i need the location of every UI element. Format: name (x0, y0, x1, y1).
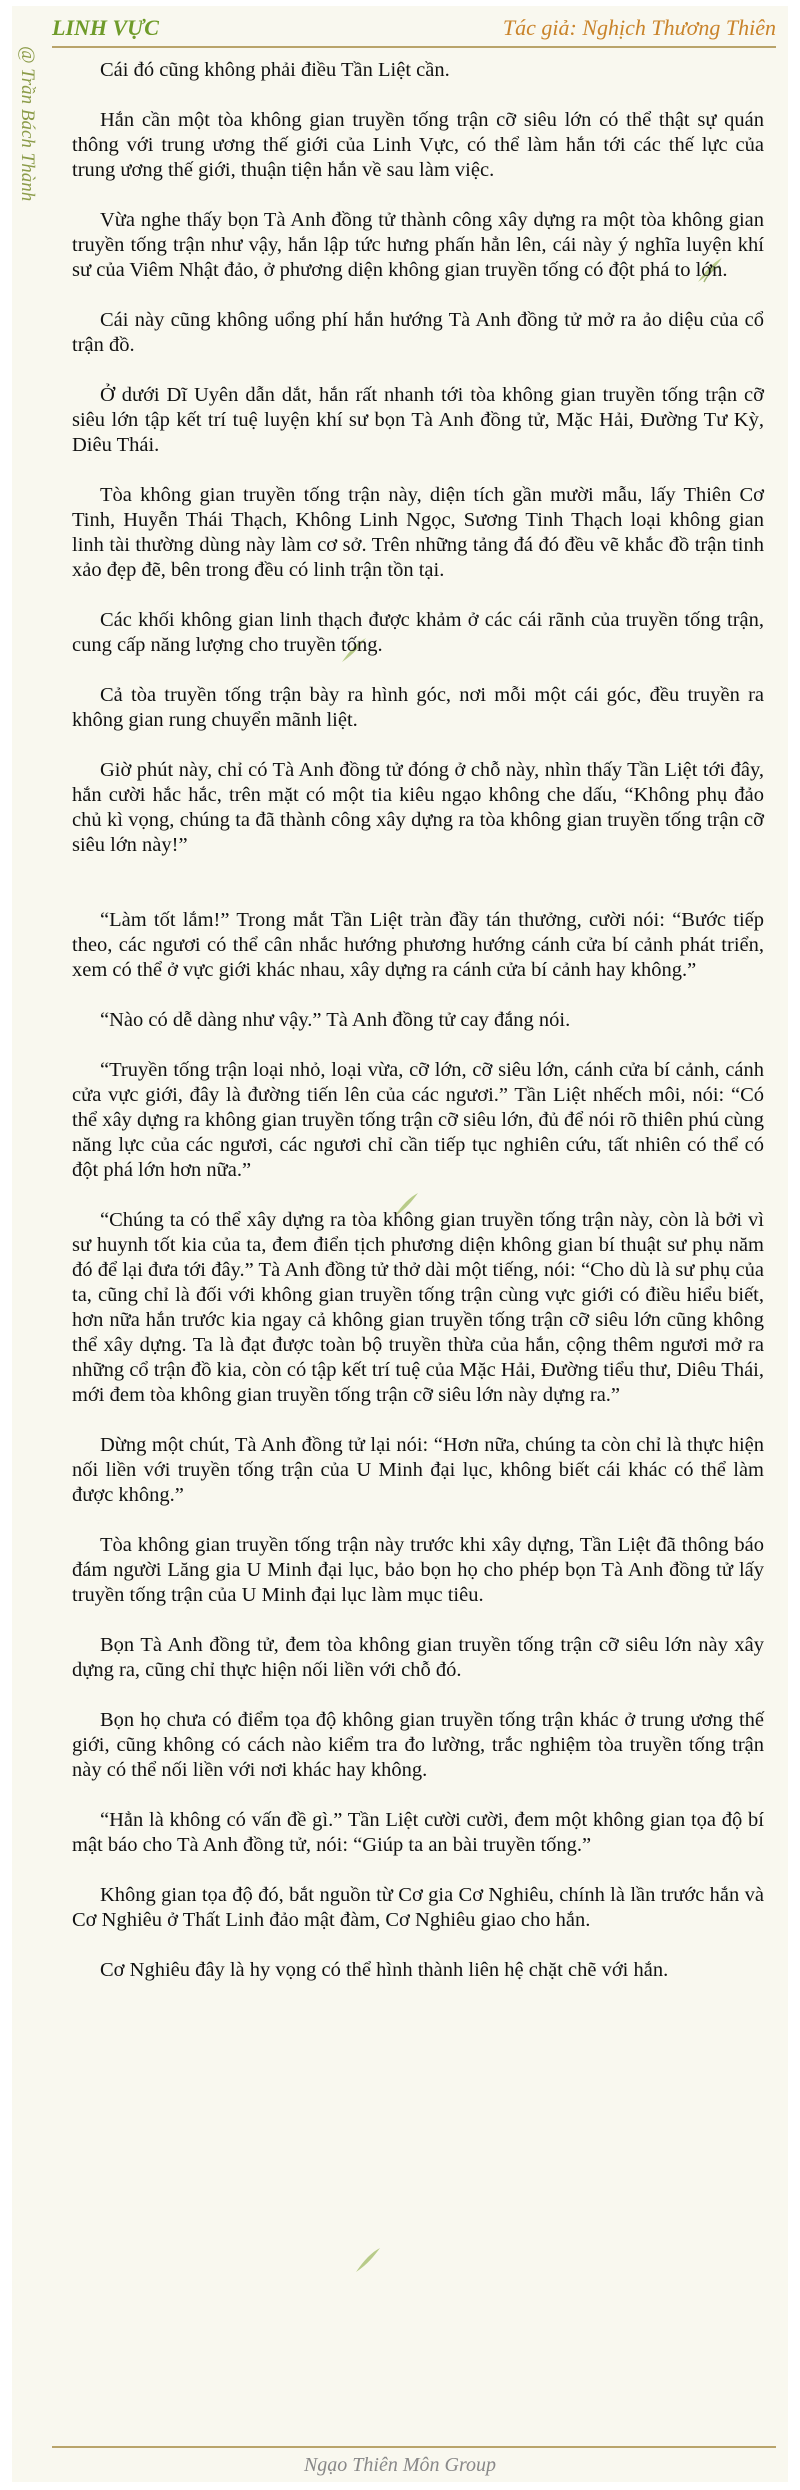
paragraph: Bọn Tà Anh đồng tử, đem tòa không gian truyền tống trận cỡ siêu lớn này xây dựng ra, cũng chỉ thực hiện nối liền với chỗ đó. (72, 1634, 764, 1681)
bamboo-leaf-icon (354, 2246, 382, 2274)
paragraph: Các khối không gian linh thạch được khảm ở các cái rãnh của truyền tống trận, cung cấp năng lượng cho truyền tống. (72, 609, 764, 656)
paragraph: Vừa nghe thấy bọn Tà Anh đồng tử thành công xây dựng ra một tòa không gian truyền tống trận như vậy, hắn lập tức hưng phấn hẳn lên, cái này ý nghĩa luyện khí sư của Viêm Nhật đảo, ở phương diện không gian truyền tống có đột phá to lớn. (72, 209, 764, 281)
novel-title: LINH VỰC (52, 15, 159, 40)
paragraph: “Truyền tống trận loại nhỏ, loại vừa, cỡ lớn, cỡ siêu lớn, cánh cửa bí cảnh, cánh cửa vực giới, đây là đường tiến lên của các ngươi.” Tần Liệt nhếch môi, nói: “Có thể xây dựng ra không gian truyền tống trận cỡ siêu lớn, đủ để nói rõ thiên phú cùng năng lực của các ngươi, các ngươi chỉ cần tiếp tục nghiên cứu, tất nhiên có thể có đột phá lớn hơn nữa.” (72, 1059, 764, 1181)
paragraph: Hắn cần một tòa không gian truyền tống trận cỡ siêu lớn có thể thật sự quán thông với trung ương thế giới của Linh Vực, có thể làm hắn tới các thế lực của trung ương thế giới, thuận tiện hắn về sau làm việc. (72, 109, 764, 181)
paragraph: Cơ Nghiêu đây là hy vọng có thể hình thành liên hệ chặt chẽ với hắn. (100, 1959, 669, 1981)
group-credit: Ngạo Thiên Môn Group (303, 2454, 497, 2476)
translator-credit: @ Trần Bách Thành (17, 46, 38, 202)
page (12, 6, 788, 2482)
paragraph: Bọn họ chưa có điểm tọa độ không gian truyền tống trận khác ở trung ương thế giới, cũng không có cách nào kiểm tra đo lường, trắc nghiệm tòa truyền tống trận này có thể nối liền với nơi khác hay không. (72, 1709, 764, 1781)
paragraph: “Hẳn là không có vấn đề gì.” Tần Liệt cười cười, đem một không gian tọa độ bí mật báo cho Tà Anh đồng tử, nói: “Giúp ta an bài truyền tống.” (72, 1809, 764, 1856)
paragraph: “Chúng ta có thể xây dựng ra tòa không gian truyền tống trận này, còn là bởi vì sư huynh tốt kia của ta, đem điển tịch phương diện không gian bí thuật sư phụ năm đó để lại đưa tới đây.” Tà Anh đồng tử thở dài một tiếng, nói: “Cho dù là sư phụ của ta, cũng chỉ là đối với không gian truyền tống trận cùng vực giới có điều hiểu biết, hơn nữa hắn trước kia ngay cả không gian truyền tống trận cỡ siêu lớn cũng không thể xây dựng. Ta là đạt được toàn bộ truyền thừa của hắn, cộng thêm ngươi mở ra những cổ trận đồ kia, còn có tập kết trí tuệ của Mặc Hải, Đường tiểu thư, Diêu Thái, mới đem tòa không gian truyền tống trận cỡ siêu lớn này dựng ra.” (72, 1209, 764, 1406)
paragraph: Dừng một chút, Tà Anh đồng tử lại nói: “Hơn nữa, chúng ta còn chỉ là thực hiện nối liền với truyền tống trận của U Minh đại lục, không biết cái khác có thể làm được không.” (72, 1434, 764, 1506)
author-credit: Tác giả: Nghịch Thương Thiên (502, 15, 776, 40)
footer-divider (52, 2446, 776, 2448)
header-divider (52, 46, 776, 48)
paragraph: Không gian tọa độ đó, bắt nguồn từ Cơ gia Cơ Nghiêu, chính là lần trước hắn và Cơ Nghiêu ở Thất Linh đảo mật đàm, Cơ Nghiêu giao cho hắn. (72, 1884, 764, 1931)
paragraph: Cái này cũng không uổng phí hắn hướng Tà Anh đồng tử mở ra ảo diệu của cổ trận đồ. (72, 309, 764, 356)
paragraph: Giờ phút này, chỉ có Tà Anh đồng tử đóng ở chỗ này, nhìn thấy Tần Liệt tới đây, hắn cười hắc hắc, trên mặt có một tia kiêu ngạo không che dấu, “Không phụ đảo chủ kì vọng, chúng ta đã thành công xây dựng ra tòa không gian truyền tống trận cỡ siêu lớn này!” (72, 759, 764, 856)
paragraph: Tòa không gian truyền tống trận này trước khi xây dựng, Tần Liệt đã thông báo đám người Lăng gia U Minh đại lục, bảo bọn họ cho phép bọn Tà Anh đồng tử lấy truyền tống trận của U Minh đại lục làm mục tiêu. (72, 1534, 764, 1606)
paragraph: Cái đó cũng không phải điều Tần Liệt cần. (100, 59, 450, 81)
paragraph: Tòa không gian truyền tống trận này, diện tích gần mười mẫu, lấy Thiên Cơ Tinh, Huyễn Thái Thạch, Không Linh Ngọc, Sương Tinh Thạch loại không gian linh tài thường dùng này làm cơ sở. Trên những tảng đá đó đều vẽ khắc đồ trận tinh xảo đẹp đẽ, bên trong đều có linh trận tồn tại. (72, 484, 764, 581)
chapter-text (72, 58, 764, 2008)
paragraph: Cả tòa truyền tống trận bày ra hình góc, nơi mỗi một cái góc, đều truyền ra không gian rung chuyển mãnh liệt. (72, 684, 764, 731)
paragraph: “Nào có dễ dàng như vậy.” Tà Anh đồng tử cay đắng nói. (100, 1009, 571, 1031)
paragraph: Ở dưới Dĩ Uyên dẫn dắt, hắn rất nhanh tới tòa không gian truyền tống trận cỡ siêu lớn tập kết trí tuệ luyện khí sư bọn Tà Anh đồng tử, Mặc Hải, Đường Tư Kỳ, Diêu Thái. (72, 384, 764, 456)
page-header (52, 6, 776, 50)
paragraph: “Làm tốt lắm!” Trong mắt Tần Liệt tràn đầy tán thưởng, cười nói: “Bước tiếp theo, các ngươi có thể cân nhắc hướng phương hướng cánh cửa bí cảnh phát triển, xem có thể ở vực giới khác nhau, xây dựng ra cánh cửa bí cảnh hay không.” (72, 909, 764, 981)
